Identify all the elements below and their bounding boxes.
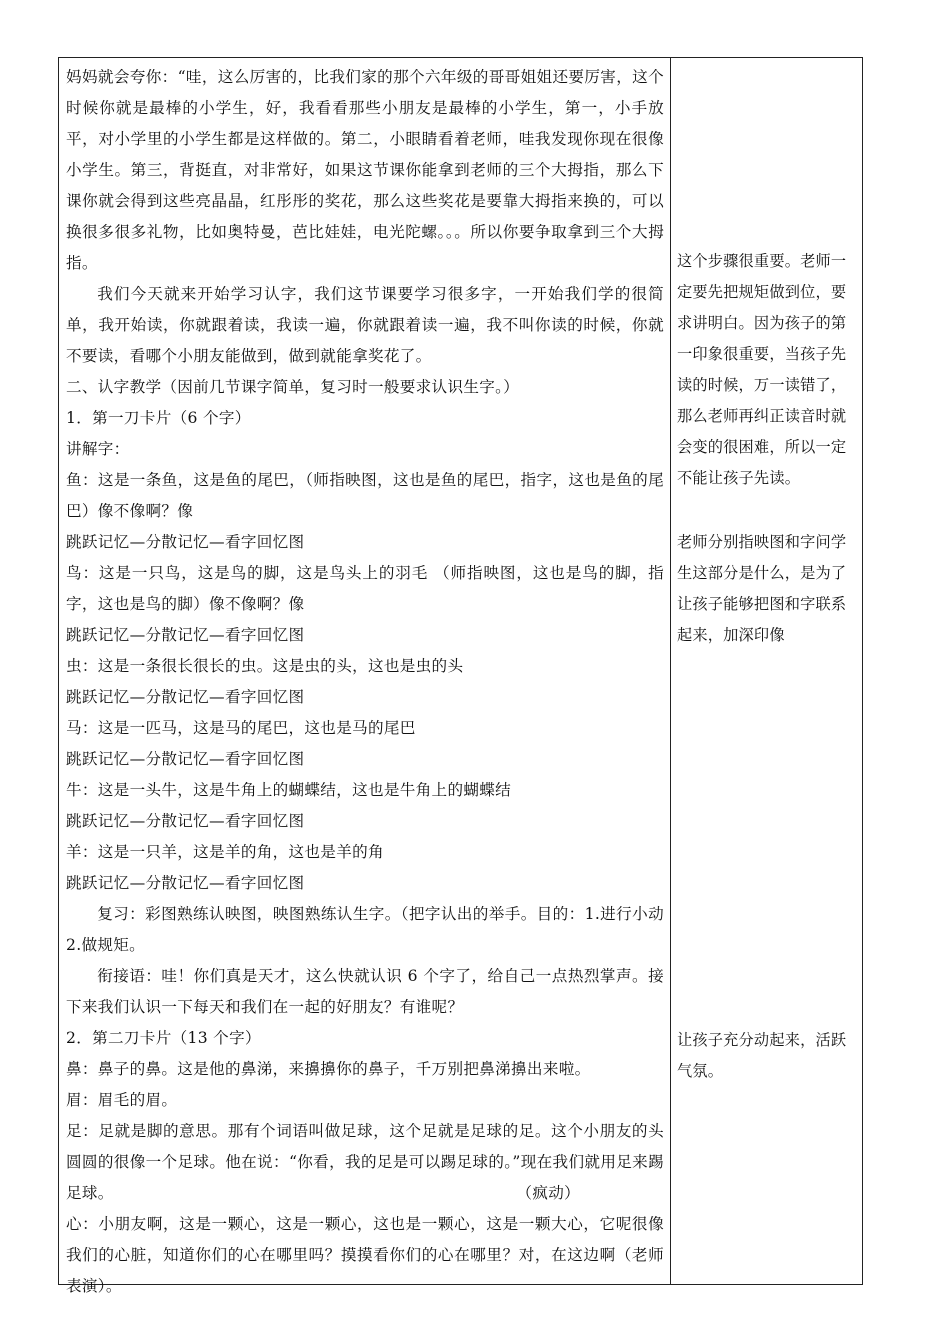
column-divider — [670, 58, 671, 1284]
char-foot — [66, 1116, 664, 1209]
lesson-table — [58, 57, 863, 1295]
paragraph-praise: 妈妈就会夸你：“哇，这么厉害的，比我们家的那个六年级的哥哥姐姐还要厉害，这个时候你就是最棒的小学生，好，我看看那些小朋友是最棒的小学生，第一，小手放平，对小学里的小学生都是这样做的。第二，小眼睛看着老师，哇我发现你现在很像小学生。第三，背挺直，对非常好，如果这节课你能拿到老师的三个大拇指，那么下课你就会得到这些亮晶晶，红彤彤的奖花，那么这些奖花是要靠大拇指来换的，可以换很多很多礼物，比如奥特曼，芭比娃娃，电光陀螺。。。所以你要争取拿到三个大拇指。 — [66, 68, 664, 272]
card-heading-2: 2．第二刀卡片（13 个字） — [66, 1029, 261, 1047]
transition-paragraph: 衔接语：哇！你们真是天才，这么快就认识 6 个字了，给自己一点热烈掌声。接下来我们认识一下每天和我们在一起的好朋友？有谁呢？ — [66, 967, 664, 1016]
char-foot-text: 足：足就是脚的意思。那有个词语叫做足球，这个足就是足球的足。这个小朋友的头圆圆的很像一个足球。他在说：“你看，我的足是可以踢足球的。”现在我们就用足来踢足球。 — [66, 1122, 664, 1202]
side-note-text: 老师分别指映图和字问学生这部分是什么，是为了让孩子能够把图和字联系起来，加深印像 — [677, 533, 847, 644]
char-insect: 虫：这是一条很长很长的虫。这是虫的头，这也是虫的头 — [66, 657, 464, 675]
char-horse: 马：这是一匹马，这是马的尾巴，这也是马的尾巴 — [66, 719, 416, 737]
char-sheep: 羊：这是一只羊，这是羊的角，这也是羊的角 — [66, 843, 384, 861]
main-column — [66, 62, 664, 1302]
memory-step: 跳跃记忆—分散记忆—看字回忆图 — [66, 688, 305, 706]
char-eyebrow: 眉：眉毛的眉。 — [66, 1091, 178, 1109]
char-fish: 鱼：这是一条鱼，这是鱼的尾巴，（师指映图，这也是鱼的尾巴，指字，这也是鱼的尾巴）像不像啊？像 — [66, 471, 664, 520]
side-note-text: 这个步骤很重要。老师一定要先把规矩做到位，要求讲明白。因为孩子的第一印象很重要，当孩子先读的时候，万一读错了，那么老师再纠正读音时就会变的很困难，所以一定不能让孩子先读。 — [677, 252, 847, 487]
memory-step: 跳跃记忆—分散记忆—看字回忆图 — [66, 533, 305, 551]
memory-step: 跳跃记忆—分散记忆—看字回忆图 — [66, 812, 305, 830]
char-bird: 鸟：这是一只鸟，这是鸟的脚，这是鸟头上的羽毛 （师指映图，这也是鸟的脚，指字，这也是鸟的脚）像不像啊？像 — [66, 564, 664, 613]
action-note: （疯动） — [516, 1184, 580, 1202]
char-nose: 鼻：鼻子的鼻。这是他的鼻涕，来擤擤你的鼻子，千万别把鼻涕擤出来啦。 — [66, 1060, 591, 1078]
char-ox: 牛：这是一头牛，这是牛角上的蝴蝶结，这也是牛角上的蝴蝶结 — [66, 781, 512, 799]
explain-label: 讲解字： — [66, 440, 130, 458]
section-heading: 二、认字教学（因前几节课字简单，复习时一般要求认识生字。） — [66, 378, 520, 396]
side-note-2 — [677, 527, 859, 651]
memory-step: 跳跃记忆—分散记忆—看字回忆图 — [66, 874, 305, 892]
memory-step: 跳跃记忆—分散记忆—看字回忆图 — [66, 750, 305, 768]
memory-step: 跳跃记忆—分散记忆—看字回忆图 — [66, 626, 305, 644]
side-note-text: 让孩子充分动起来，活跃气氛。 — [677, 1031, 847, 1080]
card-heading-1: 1．第一刀卡片（6 个字） — [66, 409, 251, 427]
side-note-1 — [677, 246, 859, 494]
side-note-3 — [677, 1025, 859, 1087]
paragraph-intro: 我们今天就来开始学习认字，我们这节课要学习很多字，一开始我们学的很简单，我开始读，你就跟着读，我读一遍，你就跟着读一遍，我不叫你读的时候，你就不要读，看哪个小朋友能做到，做到就能拿奖花了。 — [66, 285, 664, 365]
review-paragraph: 复习：彩图熟练认映图，映图熟练认生字。（把字认出的举手。目的：1.进行小动 2.做规矩。 — [66, 905, 664, 954]
char-heart: 心：小朋友啊，这是一颗心，这是一颗心，这也是一颗心，这是一颗大心，它呢很像我们的心脏，知道你们的心在哪里吗？摸摸看你们的心在哪里？对，在这边啊（老师表演）。 — [66, 1215, 664, 1295]
